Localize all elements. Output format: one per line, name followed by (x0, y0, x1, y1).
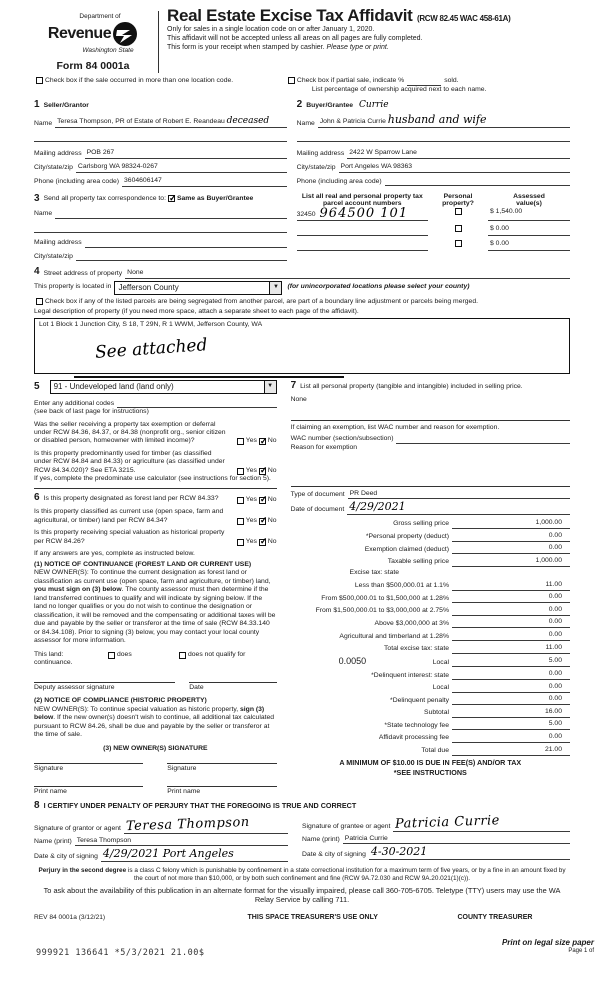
total-state-value: 11.00 (452, 644, 570, 654)
grantor-signature-script: Teresa Thompson (125, 814, 250, 834)
delinquent-local-value: 0.00 (452, 683, 570, 693)
partial-sale-sold-label: sold. (444, 77, 459, 85)
tier3-label: From $1,500,000.01 to $3,000,000 at 2.75% (315, 607, 449, 615)
seller-csz-label: City/state/zip (34, 164, 73, 172)
grantee-printname-value: Patricia Currie (344, 834, 388, 842)
checkbox-sec5-q2-yes[interactable] (237, 468, 244, 475)
delinquent-local-label: Local (432, 684, 449, 692)
footer-row (34, 914, 570, 923)
buyer-mailing-field[interactable] (347, 149, 570, 158)
county-selected-value: Jefferson County (118, 282, 179, 292)
section-4-property (34, 266, 570, 378)
forest-land-question: Is this property designated as forest land per RCW 84.33? (43, 494, 219, 502)
checkbox-sec5-q2-no[interactable] (259, 468, 266, 475)
compliance-text-2: . If the new owner(s) doesn't wish to continue, all additional tax calculated pursuant to RCW 84.26, shall be due and payable by the seller or transferor at the time of sale. (34, 714, 275, 739)
section-7 (291, 380, 570, 487)
buyer-mailing-label: Mailing address (296, 150, 345, 158)
section-5-number: 5 (34, 380, 40, 392)
seller-csz-value: Carlsborg WA 98324-0267 (77, 163, 158, 171)
correspondence-name-field[interactable] (55, 210, 286, 219)
cashier-stamp: 999921 136641 *5/3/2021 21.00$ (36, 948, 205, 958)
grantor-printname-label: Name (print) (34, 837, 72, 845)
tier1-label: Less than $500,000.01 at 1.1% (354, 582, 449, 590)
checkbox-sec5-q1-no[interactable] (259, 438, 266, 445)
grantee-date-value: 4-30-2021 (370, 845, 428, 859)
new-owners-signature-heading: (3) NEW OWNER(S) SIGNATURE (103, 744, 208, 752)
buyer-mailing-value: 2422 W Sparrow Lane (349, 149, 417, 157)
section-5-6-divider (34, 488, 277, 489)
assessed-value-2: $ 0.00 (488, 225, 570, 236)
right-column (289, 380, 570, 796)
does-label: does (117, 650, 132, 658)
wac-number-label: WAC number (section/subsection) (290, 435, 394, 443)
buyer-csz-field[interactable] (339, 163, 570, 172)
date-of-document-label: Date of document (290, 506, 345, 514)
parcel-header-line1: List all real and personal property tax (301, 192, 423, 200)
checkbox-segregated[interactable] (36, 298, 43, 305)
personal-deduct-label: *Personal property (deduct) (365, 533, 449, 541)
tech-fee-label: *State technology fee (384, 721, 449, 729)
chevron-down-icon: ▼ (264, 381, 276, 393)
legal-description-box[interactable] (34, 318, 570, 374)
checkbox-multiple-location[interactable] (36, 77, 43, 84)
no-label: No (267, 466, 277, 474)
form-number: Form 84 0001a (56, 60, 130, 73)
correspondence-mailing-field[interactable] (85, 239, 287, 248)
timber-agriculture-question: Is this property predominantly used for timber (as classified under RCW 84.84 and 84.33) or agriculture (as classified under RCW 84.34.020)? See ETA 3215. (34, 449, 225, 474)
date-of-document-field[interactable] (347, 502, 570, 514)
correspondence-extra-line[interactable] (34, 223, 287, 233)
street-address-label: Street address of property (43, 270, 123, 278)
tier4-value: 0.00 (452, 618, 570, 628)
delinquent-penalty-label: *Delinquent penalty (390, 696, 449, 704)
no-label: No (267, 537, 277, 545)
correspondence-csz-field[interactable] (76, 252, 287, 261)
seller-mailing-value: POB 267 (86, 149, 115, 157)
exemption-note: If claiming an exemption, list WAC number and reason for exemption. (290, 424, 500, 432)
partial-sale-percent-field[interactable] (407, 77, 441, 86)
seller-mailing-field[interactable] (85, 149, 287, 158)
section-1-seller (34, 99, 297, 187)
seller-buyer-row (34, 99, 570, 187)
page-number: Page 1 of (568, 948, 594, 954)
local-tax-value: 5.00 (452, 657, 570, 667)
doc-divider (291, 486, 570, 487)
grantor-date-label: Date & city of signing (34, 853, 98, 861)
new-owner-signature-1[interactable] (34, 763, 143, 773)
header-note-3: This form is your receipt when stamped by cashier. (167, 44, 327, 52)
checkbox-land-does-not[interactable] (179, 652, 186, 659)
ownership-percent-note: List percentage of ownership acquired next to each name. (311, 86, 487, 94)
no-label: No (267, 516, 277, 524)
print-name-label: Print name (34, 787, 67, 795)
sec7-divider (291, 420, 570, 421)
section-2-buyer (297, 99, 570, 187)
checkbox-sec6-q1-yes[interactable] (237, 497, 244, 504)
current-use-question: Is this property classified as current use (open space, farm and agricultural, or timber) land per RCW 84.34? (34, 508, 224, 524)
seller-phone-field[interactable] (122, 177, 287, 186)
does-not-label: does not qualify for (188, 650, 246, 658)
left-column (34, 380, 289, 796)
assessed-value-1: $ 1,540.00 (488, 208, 570, 221)
agricultural-value: 0.00 (452, 631, 570, 641)
parcel-number-field-1[interactable] (297, 208, 428, 221)
treasurer-use-label: THIS SPACE TREASURER'S USE ONLY (247, 914, 378, 922)
wac-number-field[interactable] (396, 435, 570, 444)
new-owner-printname-2[interactable] (167, 786, 276, 796)
buyer-name-field[interactable] (318, 113, 570, 128)
exemption-deferral-question: Was the seller receiving a property tax exemption or deferral under RCW 84.36, 84.37, or 84.38 (nonprofit org., senior citizen or disabled person, homeowner with limited income)? (34, 420, 226, 445)
section-divider-rule (74, 376, 344, 379)
buyer-currie-handwriting: Currie (359, 99, 389, 110)
processing-fee-value: 0.00 (452, 733, 570, 743)
agricultural-label: Agricultural and timberland at 1.28% (339, 632, 449, 640)
assessed-value-3: $ 0.00 (488, 240, 570, 251)
deputy-date-line[interactable] (189, 682, 276, 692)
financial-block (291, 519, 570, 777)
personal-property-list-label: List all personal property (tangible and intangible) included in selling price. (300, 383, 523, 391)
section-6 (34, 492, 277, 796)
total-state-label: Total excise tax: state (384, 645, 449, 653)
chevron-down-icon: ▼ (269, 282, 281, 294)
section-7-number: 7 (290, 380, 297, 392)
legal-description-label: Legal description of property (if you need more space, attach a separate sheet to each page of the affidavit). (34, 308, 359, 316)
perjury-body: is a class C felony which is punishable by confinement in a state correctional institution for a maximum term of five years, or by a fine in an amount fixed by the court of not more than $10,000, or by both such confinement and fine (RCW 9A.72.030 and RCW 9A.20.021(1)(c)). (126, 866, 566, 882)
continuance-text-2: . The county assessor must then determine if the land transferred continues to qualify and will indicate by signing below. If the land no longer qualifies or you do not wish to continue the designation or classification, it will be removed and the compensating or additional taxes will be due and payable by the seller or transferor at the time of sale (RCW 84.33.140 or 84.34.108). Prior to signing (3) below, you may contact your local county assessor for more information. (34, 586, 276, 645)
seller-phone-label: Phone (including area code) (34, 178, 120, 186)
section-2-number: 2 (296, 98, 303, 110)
grantee-printname-field[interactable] (343, 835, 570, 844)
grantor-signature-label: Signature of grantor or agent (34, 825, 121, 833)
perjury-statement (34, 867, 570, 883)
grantee-date-label: Date & city of signing (302, 851, 366, 859)
delinquent-interest-value: 0.00 (452, 670, 570, 680)
seller-name-value: Teresa Thompson, PR of Estate of Robert E. Reandeau (57, 117, 225, 125)
yes-label: Yes (245, 537, 257, 545)
section-4-number: 4 (34, 266, 40, 278)
this-land-label: This land: (34, 650, 64, 658)
section-1-title: Seller/Grantor (43, 101, 89, 109)
section-8-number: 8 (34, 800, 40, 811)
header-divider (158, 11, 159, 73)
grantee-signature-label: Signature of grantee or agent (302, 823, 391, 831)
grantor-signature-block (34, 815, 302, 862)
total-due-label: Total due (421, 747, 449, 755)
buyer-husband-wife-handwriting: husband and wife (387, 113, 487, 127)
checkbox-sec6-q3-no[interactable] (259, 539, 266, 546)
seller-deceased-handwriting: deceased (226, 115, 270, 126)
notice-continuance-paragraph (34, 569, 277, 645)
see-instructions-note: *SEE INSTRUCTIONS (393, 768, 467, 778)
parcel-handwritten-1: 964500 101 (319, 206, 409, 222)
checkbox-sec6-q1-no[interactable] (259, 497, 266, 504)
deputy-assessor-label: Deputy assessor signature (34, 683, 115, 691)
seller-name-extra-line[interactable] (34, 132, 287, 142)
county-dropdown[interactable] (114, 281, 282, 295)
buyer-name-extra-line[interactable] (297, 132, 570, 142)
checkbox-sec6-q3-yes[interactable] (237, 539, 244, 546)
assessed-header1: Assessed (513, 192, 545, 200)
parcel-table (297, 193, 570, 262)
tier3-value: 0.00 (452, 606, 570, 616)
new-owner-signature-2[interactable] (167, 763, 276, 773)
multiple-location-label: Check box if the sale occurred in more than one location code. (45, 77, 234, 85)
section-3-correspondence (34, 193, 297, 262)
deputy-date-label: Date (189, 683, 204, 691)
header-note-1: Only for sales in a single location code on or after January 1, 2020. (167, 25, 375, 33)
correspondence-name-label: Name (34, 210, 53, 218)
title-block (167, 7, 570, 73)
total-due-value: 21.00 (452, 746, 570, 756)
delinquent-interest-label: *Delinquent interest: state (371, 671, 449, 679)
washington-state-label: Washington State (82, 47, 134, 55)
accessibility-note: To ask about the availability of this publication in an alternate format for the visually impaired, please call 360-705-6705. Teletype (TTY) users may use the WA Relay Service by calling 711. (43, 885, 561, 904)
additional-codes-label: Enter any additional codes (34, 399, 115, 407)
checkbox-same-as-buyer[interactable] (168, 195, 175, 202)
buyer-csz-value: Port Angeles WA 98363 (340, 163, 413, 171)
personal-property-header2: property? (442, 200, 474, 208)
county-treasurer-label: COUNTY TREASURER (457, 914, 533, 922)
local-rate-value: 0.0050 (338, 656, 367, 667)
revenue-wordmark: Revenue (47, 25, 112, 43)
deputy-assessor-signature-line[interactable] (34, 682, 175, 692)
segregated-label: Check box if any of the listed parcels are being segregated from another parcel, are part of a boundary line adjustment or parcels being merged. (45, 297, 478, 305)
seller-phone-value: 3604606147 (124, 177, 162, 185)
checkbox-personal-property-1[interactable] (455, 208, 462, 215)
legal-description-value: Lot 1 Block 1 Junction City, S 18, T 29N, R 1 WWM, Jefferson County, WA (39, 320, 263, 328)
subtotal-value: 16.00 (452, 708, 570, 718)
parcel-number-field-3[interactable] (297, 240, 428, 251)
grantee-signature-block (302, 812, 570, 862)
checkbox-sec6-q2-yes[interactable] (237, 518, 244, 525)
assessed-header2: value(s) (516, 200, 542, 208)
partial-sale-label: Check box if partial sale, indicate % (296, 77, 405, 85)
header-note-2: This affidavit will not be accepted unless all areas on all pages are fully completed. (167, 34, 423, 42)
seller-name-field[interactable] (55, 116, 286, 128)
grantee-signature-script: Patricia Currie (395, 812, 501, 832)
located-in-label: This property is located in (34, 283, 112, 291)
same-as-buyer-label: Same as Buyer/Grantee (176, 194, 254, 202)
checkbox-sec5-q1-yes[interactable] (237, 438, 244, 445)
parcel-number-field-2[interactable] (297, 225, 428, 236)
land-use-dropdown[interactable] (50, 380, 277, 394)
signature-label: Signature (167, 765, 197, 773)
sign-below-text: sign (3) below (34, 705, 265, 722)
grantor-printname-value: Teresa Thompson (76, 836, 132, 844)
no-label: No (267, 437, 277, 445)
taxable-price-value: 1,000.00 (452, 557, 570, 567)
delinquent-penalty-value: 0.00 (452, 695, 570, 705)
header (34, 7, 570, 73)
top-checkboxes (34, 77, 570, 94)
notice-compliance-paragraph (34, 706, 277, 740)
correspondence-mailing-label: Mailing address (34, 239, 82, 247)
section-8-certify (34, 800, 570, 862)
exemption-deduct-value: 0.00 (452, 544, 570, 554)
buyer-name-label: Name (296, 119, 315, 127)
correspondence-label: Send all property tax correspondence to: (43, 194, 166, 202)
type-of-document-label: Type of document (290, 490, 345, 498)
continuance-word: continuance. (34, 659, 73, 667)
section-5 (34, 380, 277, 394)
must-sign-text: you must sign on (3) below (34, 586, 122, 594)
exemption-deduct-label: Exemption claimed (deduct) (364, 545, 449, 553)
main-columns (34, 380, 570, 796)
rev-form-id: REV 84 0001a (3/12/21) (34, 914, 106, 922)
section-3-number: 3 (34, 192, 40, 204)
grantor-date-field[interactable] (101, 849, 288, 861)
street-address-field[interactable] (125, 269, 570, 278)
grantee-signature-field[interactable] (393, 812, 570, 832)
dept-of-label: Department of (79, 13, 121, 20)
yes-label: Yes (245, 495, 257, 503)
tier1-value: 11.00 (452, 581, 570, 591)
checkbox-sec6-q2-no[interactable] (259, 518, 266, 525)
notice-continuance-heading: (1) NOTICE OF CONTINUANCE (FOREST LAND OR CURRENT USE) (34, 560, 252, 568)
correspondence-csz-label: City/state/zip (34, 252, 73, 260)
tech-fee-value: 5.00 (452, 720, 570, 730)
buyer-csz-label: City/state/zip (296, 164, 336, 172)
certify-statement: I CERTIFY UNDER PENALTY OF PERJURY THAT THE FOREGOING IS TRUE AND CORRECT (43, 801, 357, 810)
checkbox-personal-property-3[interactable] (455, 240, 462, 247)
tier4-label: Above $3,000,000 at 3% (374, 619, 449, 627)
buyer-phone-label: Phone (including area code) (296, 177, 382, 185)
additional-codes-field[interactable] (117, 399, 276, 408)
agency-block (34, 7, 152, 73)
see-attached-handwriting: See attached (94, 335, 209, 363)
compliance-text-1: NEW OWNER(S): To continue special valuation as historic property, (34, 705, 240, 713)
continuance-text-1: NEW OWNER(S): To continue the current designation as forest land or classification as current use (open space, farm and agriculture, or timber) land, (34, 569, 271, 585)
codes-note: (see back of last page for instructions) (34, 408, 149, 416)
rcw-reference: (RCW 82.45 WAC 458-61A) (416, 14, 511, 23)
section-2-title: Buyer/Grantee (306, 101, 354, 109)
parcel-header-line2: parcel account numbers (323, 200, 402, 208)
new-owner-printname-1[interactable] (34, 786, 143, 796)
print-name-label: Print name (167, 787, 201, 795)
yes-label: Yes (245, 466, 257, 474)
personal-property-list-value: None (290, 395, 307, 403)
revenue-logo-icon (112, 21, 138, 47)
seller-csz-field[interactable] (76, 163, 287, 172)
seller-name-label: Name (34, 119, 53, 127)
subtotal-label: Subtotal (424, 709, 449, 717)
yes-label: Yes (245, 516, 257, 524)
if-yes-note: If any answers are yes, complete as instructed below. (34, 550, 195, 558)
section-6-number: 6 (34, 491, 40, 503)
signature-label: Signature (34, 765, 64, 773)
local-tax-label: Local (432, 658, 449, 666)
gross-price-label: Gross selling price (393, 520, 449, 528)
buyer-name-value: John & Patricia Currie (319, 118, 386, 126)
checkbox-personal-property-2[interactable] (455, 225, 462, 232)
predominate-use-note: If yes, complete the predominate use calculator (see instructions for section 5). (34, 475, 271, 483)
section-1-number: 1 (34, 98, 40, 110)
land-use-selected-value: 91 - Undeveloped land (land only) (53, 382, 174, 392)
grantor-printname-field[interactable] (75, 837, 288, 846)
seller-mailing-label: Mailing address (34, 150, 82, 158)
type-of-document-field[interactable] (348, 490, 570, 499)
type-of-document-value: PR Deed (349, 489, 378, 497)
checkbox-land-does[interactable] (108, 652, 115, 659)
gross-price-value: 1,000.00 (452, 519, 570, 529)
county-note: (for unincorporated locations please select your county) (287, 283, 470, 291)
notice-compliance-heading: (2) NOTICE OF COMPLIANCE (HISTORIC PROPERTY) (34, 697, 207, 705)
minimum-due-note: A MINIMUM OF $10.00 IS DUE IN FEE(S) AND/OR TAX (339, 758, 522, 768)
street-address-value: None (127, 269, 144, 277)
excise-tax-state-heading: Excise tax: state (349, 569, 400, 577)
parcel-printed-1: 32450 (296, 211, 316, 219)
processing-fee-label: Affidavit processing fee (378, 734, 449, 742)
type-or-print-note: Please type or print. (326, 44, 389, 52)
personal-deduct-value: 0.00 (452, 532, 570, 542)
reason-exemption-label: Reason for exemption (290, 443, 358, 451)
no-label: No (267, 495, 277, 503)
print-legal-size-note: Print on legal size paper (501, 938, 594, 947)
personal-property-header1: Personal (443, 192, 473, 200)
perjury-bold-leadin: Perjury in the second degree (38, 866, 127, 874)
correspondence-parcel-row (34, 193, 570, 262)
print-note-block (502, 938, 594, 956)
date-of-document-value: 4/29/2021 (349, 500, 406, 514)
tier2-value: 0.00 (452, 593, 570, 603)
yes-label: Yes (245, 437, 257, 445)
buyer-phone-field[interactable] (385, 177, 570, 186)
grantee-printname-label: Name (print) (302, 835, 340, 843)
tier2-label: From $500,000.01 to $1,500,000 at 1.28% (321, 594, 449, 602)
taxable-price-label: Taxable selling price (387, 558, 449, 566)
form-title: Real Estate Excise Tax Affidavit (167, 6, 413, 25)
grantor-signature-field[interactable] (124, 814, 288, 834)
grantor-date-value: 4/29/2021 Port Angeles (102, 847, 234, 861)
grantee-date-field[interactable] (369, 847, 570, 859)
historical-property-question: Is this property receiving special valuation as historical property per RCW 84.26? (34, 529, 225, 545)
checkbox-partial-sale[interactable] (288, 77, 295, 84)
